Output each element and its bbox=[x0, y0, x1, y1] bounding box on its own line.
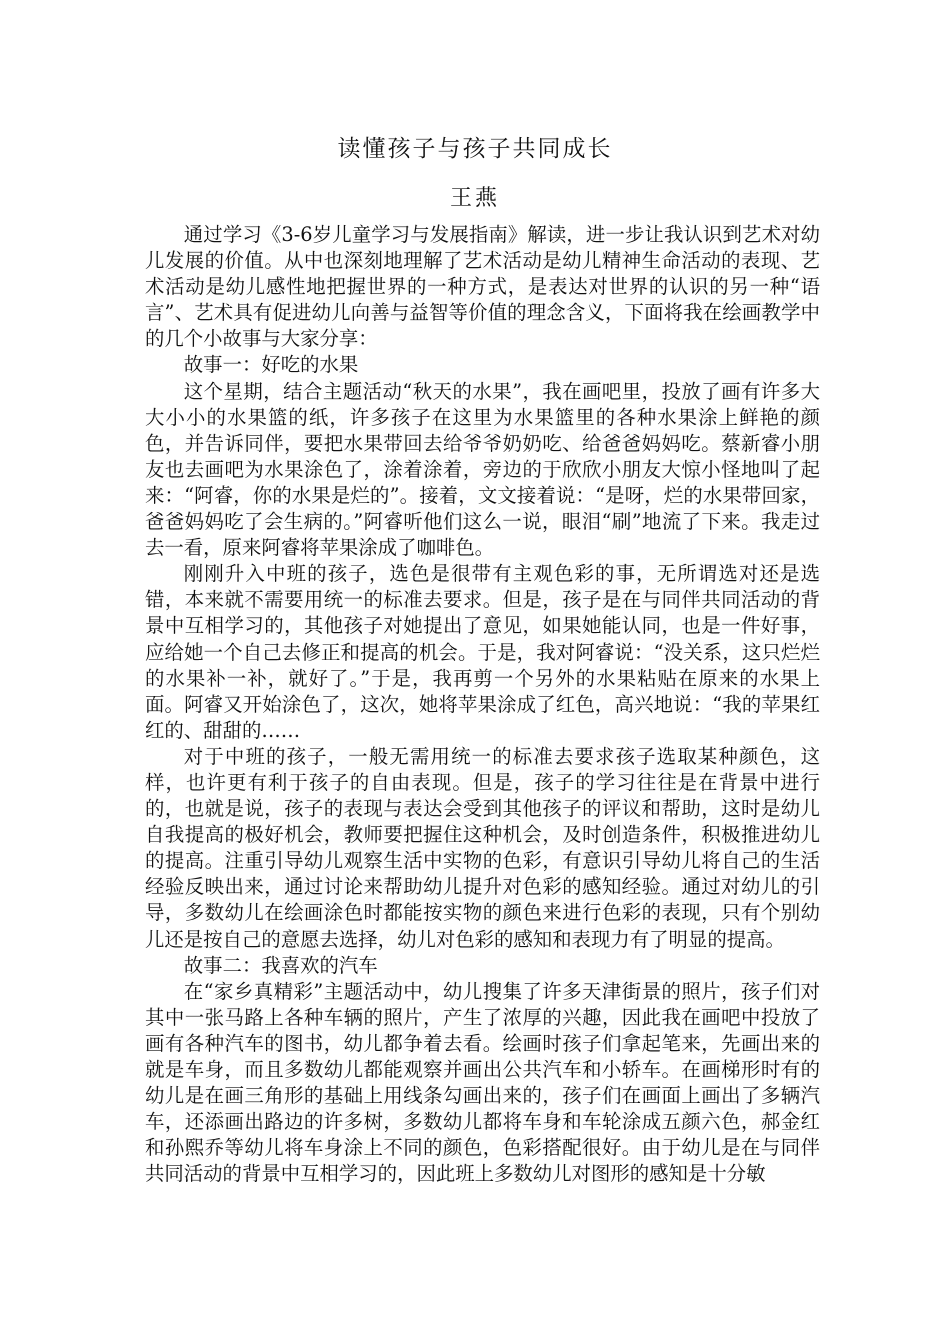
story1-heading: 故事一：好吃的水果 bbox=[183, 353, 359, 377]
story1-paragraph-3: 对于中班的孩子，一般无需用统一的标准去要求孩子选取某种颜色，这样，也许更有利于孩子的自由表现。但是，孩子的学习往往是在背景中进行的，也就是说，孩子的表现与表达会受到其他孩子的评议和帮助，这时是幼儿自我提高的极好机会，教师要把握住这种机会，及时创造条件，积极推进幼儿的提高。注重引导幼儿观察生活中实物的色彩，有意识引导幼儿将自己的生活经验反映出来，通过讨论来帮助幼儿提升对色彩的感知经验。通过对幼儿的引导，多数幼儿在绘画涂色时都能按实物的颜色来进行色彩的表现，只有个别幼儿还是按自己的意愿去选择，幼儿对色彩的感知和表现力有了明显的提高。 bbox=[145, 744, 820, 951]
document-author: 王燕 bbox=[449, 186, 500, 211]
document-title: 读懂孩子与孩子共同成长 bbox=[337, 136, 613, 162]
story2-paragraph-1: 在“家乡真精彩”主题活动中，幼儿搜集了许多天津街景的照片，孩子们对其中一张马路上各种车辆的照片，产生了浓厚的兴趣，因此我在画吧中投放了画有各种汽车的图书，幼儿都争着去看。绘画时孩子们拿起笔来，先画出来的就是车身，而且多数幼儿都能观察并画出公共汽车和小轿车。在画梯形时有的幼儿是在画三角形的基础上用线条勾画出来的，孩子们在画面上画出了多辆汽车，还添画出路边的许多树，多数幼儿都将车身和车轮涂成五颜六色，郝金红和孙熙乔等幼儿将车身涂上不同的颜色，色彩搭配很好。由于幼儿是在与同伴共同活动的背景中互相学习的，因此班上多数幼儿对图形的感知是十分敏 bbox=[145, 979, 820, 1186]
story1-paragraph-1: 这个星期，结合主题活动“秋天的水果”，我在画吧里，投放了画有许多大大小小的水果篮的纸，许多孩子在这里为水果篮里的各种水果涂上鲜艳的颜色，并告诉同伴，要把水果带回去给爷爷奶奶吃、给爸爸妈妈吃。蔡新睿小朋友也去画吧为水果涂色了，涂着涂着，旁边的于欣欣小朋友大惊小怪地叫了起来：“阿睿，你的水果是烂的”。接着，文文接着说：“是呀，烂的水果带回家，爸爸妈妈吃了会生病的。”阿睿听他们这么一说，眼泪“刷”地流了下来。我走过去一看，原来阿睿将苹果涂成了咖啡色。 bbox=[145, 379, 820, 560]
story1-paragraph-2: 刚刚升入中班的孩子，选色是很带有主观色彩的事，无所谓选对还是选错，本来就不需要用统一的标准去要求。但是，孩子是在与同伴共同活动的背景中互相学习的，其他孩子对她提出了意见，如果她能认同，也是一件好事，应给她一个自己去修正和提高的机会。于是，我对阿睿说：“没关系，这只烂烂的水果补一补，就好了。”于是，我再剪一个另外的水果粘贴在原来的水果上面。阿睿又开始涂色了，这次，她将苹果涂成了红色，高兴地说：“我的苹果红红的、甜甜的…… bbox=[145, 562, 820, 742]
document-body bbox=[145, 222, 820, 1187]
story2-heading: 故事二：我喜欢的汽车 bbox=[183, 953, 378, 977]
intro-paragraph: 通过学习《3-6岁儿童学习与发展指南》解读，进一步让我认识到艺术对幼儿发展的价值。从中也深刻地理解了艺术活动是幼儿精神生命活动的表现、艺术活动是幼儿感性地把握世界的一种方式，是表达对世界的认识的另一种“语言”、艺术具有促进幼儿向善与益智等价值的理念含义，下面将我在绘画教学中的几个小故事与大家分享： bbox=[145, 223, 820, 351]
